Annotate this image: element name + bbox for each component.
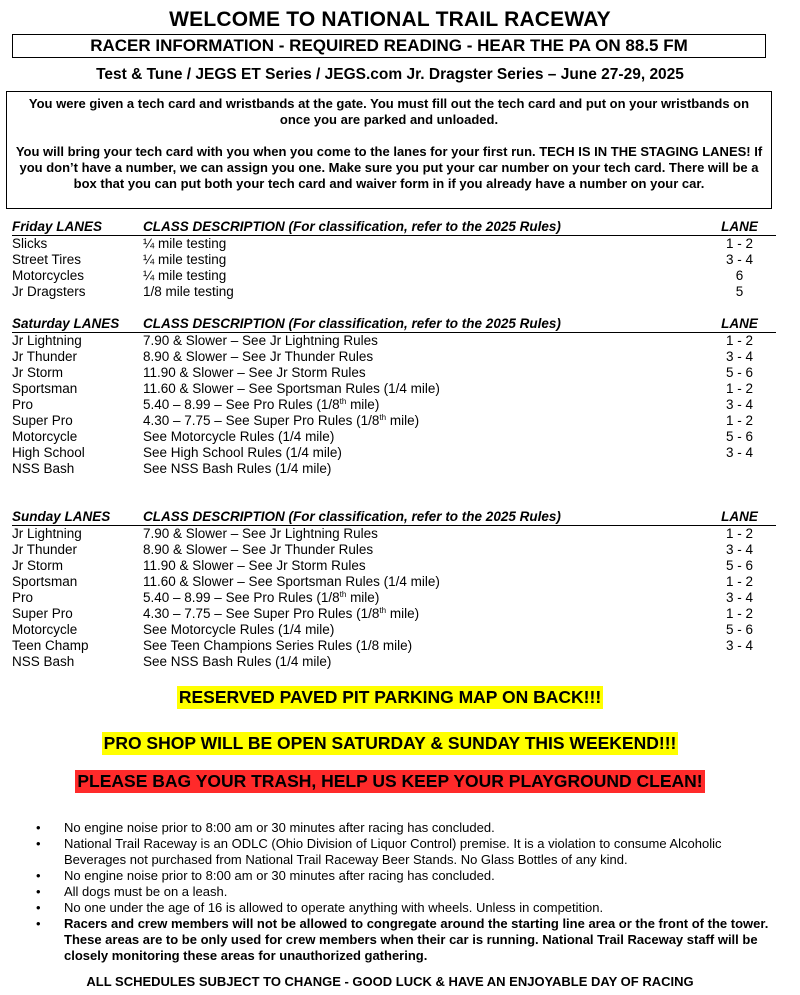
class-description: 8.90 & Slower – See Jr Thunder Rules [143, 349, 374, 364]
lane-assignment: 5 - 6 [725, 558, 753, 573]
tech-info-paragraph-2: You will bring your tech card with you when you come to the lanes for your first run. TECH IS IN THE STAGING LANES! If you don’t have a number, we can assign you one. Make sure you put your car number on your tech card. There will be a box that you can put both your tech card and waiver form in if you already have a number on your car. [15, 144, 763, 191]
rule-text: No one under the age of 16 is allowed to operate anything with wheels. Unless in competition. [64, 900, 604, 915]
saturday-schedule [12, 316, 776, 477]
class-name: Street Tires [12, 252, 82, 267]
saturday-row [12, 381, 776, 397]
tech-info-paragraph-1: You were given a tech card and wristbands at the gate. You must fill out the tech card and put on your wristbands on once you are parked and unloaded. [28, 96, 750, 127]
parking-banner-text: RESERVED PAVED PIT PARKING MAP ON BACK!!! [178, 687, 602, 707]
class-name: High School [12, 445, 85, 460]
friday-row [12, 268, 776, 284]
friday-schedule [12, 219, 776, 300]
class-name: Jr Storm [12, 558, 64, 573]
class-description: 1/8 mile testing [143, 284, 234, 299]
class-description: 4.30 – 7.75 – See Super Pro Rules (1/8th mile) [143, 413, 420, 428]
lane-assignment: 5 - 6 [725, 429, 753, 444]
friday-row [12, 236, 776, 252]
class-name: Super Pro [12, 413, 73, 428]
bullet-icon: • [36, 820, 41, 835]
parking-banner [0, 686, 780, 709]
bullet-icon: • [36, 868, 41, 883]
class-description: See NSS Bash Rules (1/4 mile) [143, 654, 332, 669]
class-name: NSS Bash [12, 461, 75, 476]
tech-info-box [6, 91, 772, 209]
rule-item [36, 868, 772, 884]
class-name: Jr Lightning [12, 333, 82, 348]
page-title: WELCOME TO NATIONAL TRAIL RACEWAY [169, 8, 611, 31]
class-description: See Motorcycle Rules (1/4 mile) [143, 622, 335, 637]
trash-banner-text: PLEASE BAG YOUR TRASH, HELP US KEEP YOUR PLAYGROUND CLEAN! [77, 771, 703, 791]
lane-assignment: 1 - 2 [725, 236, 753, 251]
lane-assignment: 1 - 2 [725, 606, 753, 621]
lane-assignment: 6 [735, 268, 744, 283]
lane-assignment: 3 - 4 [725, 590, 753, 605]
sunday-header-lane: LANE [721, 509, 758, 524]
saturday-header-lane: LANE [721, 316, 758, 331]
class-name: Motorcycles [12, 268, 85, 283]
saturday-row [12, 413, 776, 429]
lane-assignment: 3 - 4 [725, 445, 753, 460]
sunday-row [12, 590, 776, 606]
friday-row [12, 252, 776, 268]
sunday-row [12, 558, 776, 574]
rule-text: No engine noise prior to 8:00 am or 30 minutes after racing has concluded. [64, 820, 495, 835]
lane-assignment [703, 461, 776, 477]
lane-assignment: 5 [735, 284, 744, 299]
class-description: See Motorcycle Rules (1/4 mile) [143, 429, 335, 444]
class-description: 7.90 & Slower – See Jr Lightning Rules [143, 333, 378, 348]
rule-text: Racers and crew members will not be allowed to congregate around the starting line area or the front of the tower. These areas are to be only used for crew members when their car is running. National Trail Raceway staff will be closely monitoring these areas for unauthorized gathering. [64, 916, 769, 963]
class-description: See NSS Bash Rules (1/4 mile) [143, 461, 332, 476]
lane-assignment: 3 - 4 [725, 638, 753, 653]
saturday-header-row [12, 316, 776, 333]
lane-assignment: 1 - 2 [725, 333, 753, 348]
class-description: ¼ mile testing [143, 268, 227, 283]
class-description: 11.90 & Slower – See Jr Storm Rules [143, 365, 366, 380]
rule-text: All dogs must be on a leash. [64, 884, 228, 899]
subtitle-box: RACER INFORMATION - REQUIRED READING - HEAR THE PA ON 88.5 FM [12, 34, 766, 58]
class-description: 7.90 & Slower – See Jr Lightning Rules [143, 526, 378, 541]
sunday-header-row [12, 509, 776, 526]
friday-header-description: CLASS DESCRIPTION (For classification, refer to the 2025 Rules) [143, 219, 561, 234]
class-name: Slicks [12, 236, 48, 251]
rules-list [36, 820, 772, 964]
class-name: Jr Thunder [12, 349, 78, 364]
lane-assignment: 3 - 4 [725, 252, 753, 267]
class-name: Super Pro [12, 606, 73, 621]
rule-item [36, 900, 772, 916]
saturday-row [12, 445, 776, 461]
class-name: Motorcycle [12, 429, 78, 444]
sunday-schedule [12, 509, 776, 670]
sunday-header-class: Sunday LANES [12, 509, 111, 524]
class-name: Jr Thunder [12, 542, 78, 557]
pro-shop-banner [0, 732, 780, 755]
class-description: 5.40 – 8.99 – See Pro Rules (1/8th mile) [143, 590, 380, 605]
class-name: Jr Lightning [12, 526, 82, 541]
bullet-icon: • [36, 836, 41, 851]
class-name: NSS Bash [12, 654, 75, 669]
class-description: ¼ mile testing [143, 252, 227, 267]
saturday-row [12, 461, 776, 477]
sunday-row [12, 542, 776, 558]
bullet-icon: • [36, 916, 41, 931]
class-description: 5.40 – 8.99 – See Pro Rules (1/8th mile) [143, 397, 380, 412]
class-name: Teen Champ [12, 638, 89, 653]
lane-assignment: 1 - 2 [725, 413, 753, 428]
saturday-row [12, 349, 776, 365]
bullet-icon: • [36, 900, 41, 915]
saturday-header-description: CLASS DESCRIPTION (For classification, refer to the 2025 Rules) [143, 316, 561, 331]
friday-header-class: Friday LANES [12, 219, 103, 234]
rule-text: No engine noise prior to 8:00 am or 30 minutes after racing has concluded. [64, 868, 495, 883]
friday-row [12, 284, 776, 300]
class-description: See High School Rules (1/4 mile) [143, 445, 342, 460]
lane-assignment: 1 - 2 [725, 526, 753, 541]
saturday-row [12, 333, 776, 349]
sunday-row [12, 606, 776, 622]
lane-assignment: 3 - 4 [725, 349, 753, 364]
saturday-row [12, 429, 776, 445]
lane-assignment: 3 - 4 [725, 397, 753, 412]
class-description: 8.90 & Slower – See Jr Thunder Rules [143, 542, 374, 557]
event-line: Test & Tune / JEGS ET Series / JEGS.com Jr. Dragster Series – June 27-29, 2025 [96, 66, 684, 83]
sunday-row [12, 622, 776, 638]
bullet-icon: • [36, 884, 41, 899]
saturday-row [12, 365, 776, 381]
sunday-row [12, 654, 776, 670]
friday-header-lane: LANE [721, 219, 758, 234]
saturday-header-class: Saturday LANES [12, 316, 120, 331]
trash-banner [0, 770, 780, 793]
class-name: Jr Storm [12, 365, 64, 380]
rule-item [36, 884, 772, 900]
lane-assignment [703, 654, 776, 670]
class-name: Sportsman [12, 574, 78, 589]
pro-shop-banner-text: PRO SHOP WILL BE OPEN SATURDAY & SUNDAY THIS WEEKEND!!! [103, 733, 677, 753]
lane-assignment: 3 - 4 [725, 542, 753, 557]
class-description: 4.30 – 7.75 – See Super Pro Rules (1/8th mile) [143, 606, 420, 621]
class-name: Motorcycle [12, 622, 78, 637]
class-description: See Teen Champions Series Rules (1/8 mile) [143, 638, 413, 653]
lane-assignment: 5 - 6 [725, 622, 753, 637]
class-name: Pro [12, 590, 34, 605]
rule-item [36, 820, 772, 836]
sunday-row [12, 638, 776, 654]
class-name: Sportsman [12, 381, 78, 396]
rule-item [36, 836, 772, 868]
class-name: Jr Dragsters [12, 284, 86, 299]
rule-item [36, 916, 772, 964]
rule-text: National Trail Raceway is an ODLC (Ohio Division of Liquor Control) premise. It is a violation to consume Alcoholic Beverages not purchased from National Trail Raceway Beer Stands. No Glass Bottles of any kind. [64, 836, 722, 867]
lane-assignment: 1 - 2 [725, 574, 753, 589]
sunday-row [12, 574, 776, 590]
class-description: 11.60 & Slower – See Sportsman Rules (1/4 mile) [143, 574, 440, 589]
class-description: 11.90 & Slower – See Jr Storm Rules [143, 558, 366, 573]
class-description: 11.60 & Slower – See Sportsman Rules (1/4 mile) [143, 381, 440, 396]
class-description: ¼ mile testing [143, 236, 227, 251]
lane-assignment: 5 - 6 [725, 365, 753, 380]
friday-header-row [12, 219, 776, 236]
lane-assignment: 1 - 2 [725, 381, 753, 396]
sunday-row [12, 526, 776, 542]
saturday-row [12, 397, 776, 413]
sunday-header-description: CLASS DESCRIPTION (For classification, refer to the 2025 Rules) [143, 509, 561, 524]
class-name: Pro [12, 397, 34, 412]
footer-note: ALL SCHEDULES SUBJECT TO CHANGE - GOOD LUCK & HAVE AN ENJOYABLE DAY OF RACING [86, 974, 694, 989]
